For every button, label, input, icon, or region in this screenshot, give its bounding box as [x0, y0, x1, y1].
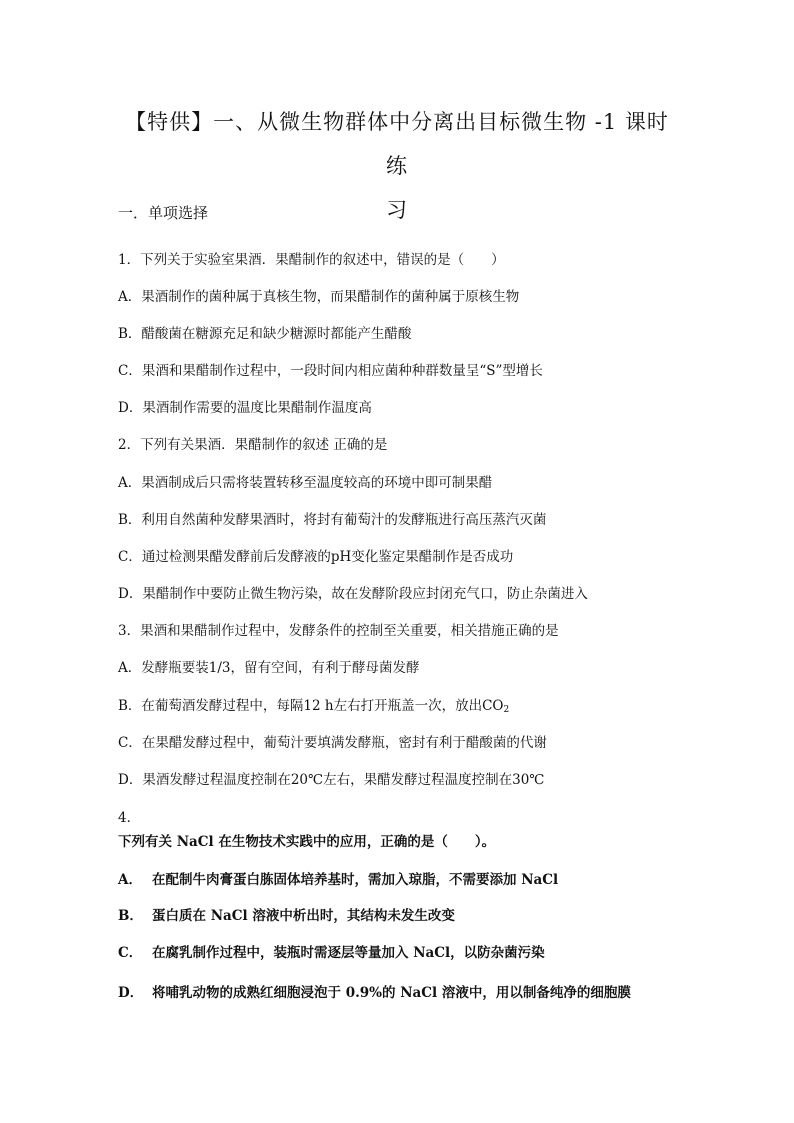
question-3-option-b-text: B．在葡萄酒发酵过程中，每隔12 h左右打开瓶盖一次，放出CO	[118, 698, 504, 714]
question-2-option-a: A．果酒制成后只需将装置转移至温度较高的环境中即可制果醋	[118, 475, 493, 491]
question-1-option-d: D．果酒制作需要的温度比果醋制作温度高	[118, 400, 372, 416]
question-1-option-a: A．果酒制作的菌种属于真核生物，而果醋制作的菌种属于原核生物	[118, 289, 520, 305]
option-label: C．	[118, 945, 143, 961]
title-line-1: 【特供】一、从微生物群体中分离出目标微生物 -1 课时练	[125, 110, 669, 178]
question-1-option-b: B．醋酸菌在糖源充足和缺少糖源时都能产生醋酸	[118, 326, 412, 342]
question-3-option-d: D．果酒发酵过程温度控制在20℃左右，果醋发酵过程温度控制在30℃	[118, 772, 545, 788]
question-4-option-d	[118, 983, 631, 1003]
question-3-option-c: C．在果醋发酵过程中，葡萄汁要填满发酵瓶，密封有利于醋酸菌的代谢	[118, 735, 547, 751]
question-1-option-c: C．果酒和果醋制作过程中，一段时间内相应菌种种群数量呈“S”型增长	[118, 363, 543, 379]
section-heading: 一．单项选择	[118, 204, 209, 222]
question-4-option-a	[118, 870, 558, 890]
question-4-option-b	[118, 906, 455, 926]
question-3-option-a: A．发酵瓶要装1/3，留有空间，有利于酵母菌发酵	[118, 660, 420, 676]
option-text: 将哺乳动物的成熟红细胞浸泡于 0.9%的 NaCl 溶液中，用以制备纯净的细胞膜	[152, 985, 631, 1001]
option-text: 蛋白质在 NaCl 溶液中析出时，其结构未发生改变	[152, 908, 455, 924]
question-3-stem: 3．果酒和果醋制作过程中，发酵条件的控制至关重要，相关措施正确的是	[118, 623, 559, 639]
question-2-option-b: B．利用自然菌种发酵果酒时，将封有葡萄汁的发酵瓶进行高压蒸汽灭菌	[118, 512, 547, 528]
question-2-option-c: C．通过检测果醋发酵前后发酵液的pH变化鉴定果醋制作是否成功	[118, 549, 514, 565]
question-1-stem: 1．下列关于实验室果酒．果醋制作的叙述中，错误的是（ ）	[118, 252, 505, 268]
option-text: 在腐乳制作过程中，装瓶时需逐层等量加入 NaCl，以防杂菌污染	[152, 945, 545, 961]
question-2-option-d: D．果醋制作中要防止微生物污染，故在发酵阶段应封闭充气口，防止杂菌进入	[118, 586, 588, 602]
option-label: A．	[118, 872, 142, 888]
question-3-option-b	[118, 696, 509, 720]
title-line-2: 习	[386, 198, 408, 222]
option-label: D．	[118, 985, 144, 1001]
question-4-number: 4．	[118, 810, 141, 826]
option-text: 在配制牛肉膏蛋白胨固体培养基时，需加入琼脂，不需要添加 NaCl	[152, 872, 559, 888]
question-4-option-c	[118, 943, 545, 963]
question-2-stem: 2．下列有关果酒．果醋制作的叙述 正确的是	[118, 437, 388, 453]
option-label: B．	[118, 908, 143, 924]
question-4-stem: 下列有关 NaCl 在生物技术实践中的应用，正确的是（ ）。	[118, 834, 496, 850]
co2-subscript: 2	[503, 705, 510, 715]
